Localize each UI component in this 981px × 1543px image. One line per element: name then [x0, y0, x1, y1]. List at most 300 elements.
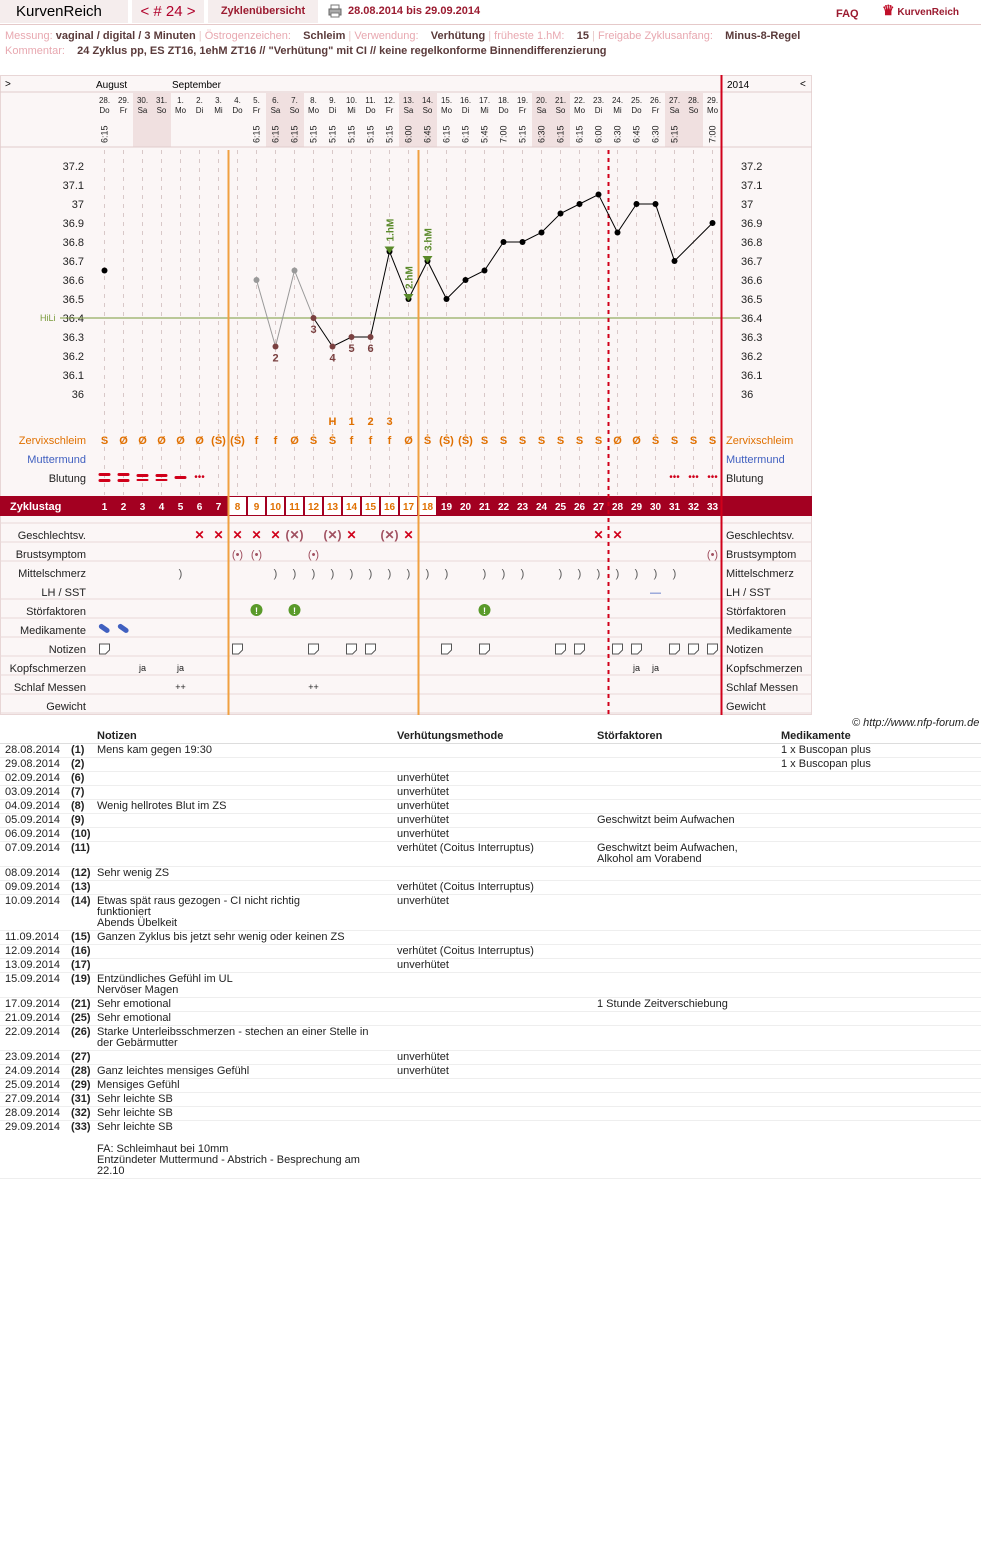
note-icon [100, 644, 110, 654]
table-cycle-day: (26) [69, 1026, 95, 1051]
temp-point [349, 334, 355, 340]
table-stoerfaktor [595, 867, 779, 881]
mittelschmerz-icon: ) [482, 568, 487, 580]
table-stoerfaktor [595, 1107, 779, 1121]
mittelschmerz-icon: ) [634, 568, 639, 580]
table-cycle-day: (2) [69, 758, 95, 772]
hm-marker [385, 247, 395, 254]
y-tick-left: 36.3 [62, 332, 84, 344]
mittelschmerz-icon: ) [330, 568, 335, 580]
table-date: 13.09.2014 [0, 959, 69, 973]
kommentar-label: Kommentar: [5, 45, 65, 57]
crown-icon: ♛ [882, 2, 895, 18]
col-medikamente: Medikamente [779, 729, 981, 744]
table-cycle-day: (14) [69, 895, 95, 931]
zervix-value: S [537, 435, 546, 447]
temp-point [254, 277, 260, 283]
cycle-day-number: 2 [120, 502, 127, 513]
note-icon [366, 644, 376, 654]
row-label-right: Blutung [726, 473, 764, 485]
day-weekday: Fr [518, 106, 527, 115]
mittelschmerz-icon: ) [501, 568, 506, 580]
y-tick-right: 37.2 [741, 161, 763, 173]
table-stoerfaktor [595, 744, 779, 758]
table-verhuetung: unverhütet [395, 1065, 595, 1079]
table-note [95, 828, 395, 842]
table-stoerfaktor [595, 1121, 779, 1179]
cycle-day-number: 31 [668, 502, 681, 513]
zervix-value: f [368, 435, 373, 447]
table-date: 28.09.2014 [0, 1107, 69, 1121]
table-row [0, 895, 981, 931]
low-label: 3 [310, 324, 317, 336]
day-date: 3. [215, 96, 222, 105]
day-date: 9. [329, 96, 336, 105]
table-cycle-day: (27) [69, 1051, 95, 1065]
measure-time: 5:15 [327, 125, 338, 143]
temp-point [463, 277, 469, 283]
faq-link[interactable]: FAQ [836, 8, 859, 20]
zervix-value: f [387, 435, 392, 447]
note-icon [689, 644, 699, 654]
table-note: Sehr leichte SB [95, 1093, 395, 1107]
table-medikament [779, 959, 981, 973]
brand-name: KurvenReich [897, 7, 960, 18]
temp-point [653, 201, 659, 207]
row-label-right: Medikamente [726, 625, 793, 637]
table-note [95, 814, 395, 828]
info-line-2 [5, 44, 607, 58]
measure-time: 7:00 [498, 125, 509, 143]
intercourse-mark: ✕ [612, 528, 623, 542]
row-label-right: LH / SST [726, 587, 771, 599]
zervix-value: S [480, 435, 489, 447]
zervix-value: (Ṡ) [230, 435, 245, 447]
day-weekday: So [422, 106, 433, 115]
note-icon [556, 644, 566, 654]
bleeding-mark [118, 473, 130, 476]
table-verhuetung: unverhütet [395, 786, 595, 800]
disturbance-icon-mark: ! [255, 606, 258, 616]
table-note: Sehr wenig ZS [95, 867, 395, 881]
row-label-left: Mittelschmerz [18, 568, 86, 580]
low-label: 5 [348, 343, 355, 355]
table-note [95, 1051, 395, 1065]
day-weekday: Fr [119, 106, 128, 115]
table-medikament [779, 973, 981, 998]
table-stoerfaktor [595, 1079, 779, 1093]
cycle-day-number: 5 [177, 502, 184, 513]
sleep-mark: ++ [175, 682, 186, 692]
table-stoerfaktor [595, 1051, 779, 1065]
intercourse-mark: ✕ [270, 528, 281, 542]
table-verhuetung [395, 1079, 595, 1093]
temp-point [330, 344, 336, 350]
measure-time: 7:00 [707, 125, 718, 143]
cycle-day-number: 21 [478, 502, 491, 513]
table-verhuetung [395, 973, 595, 998]
table-verhuetung [395, 1026, 595, 1051]
row-label-right: Kopfschmerzen [726, 663, 803, 675]
table-cycle-day: (6) [69, 772, 95, 786]
measure-time: 5:15 [365, 125, 376, 143]
month-label: August [96, 80, 128, 91]
table-stoerfaktor: Geschwitzt beim Aufwachen, Alkohol am Vorabend [595, 842, 779, 867]
breast-symptom-icon: (•) [231, 549, 244, 561]
day-date: 18. [497, 96, 510, 105]
y-tick-left: 37.1 [62, 180, 84, 192]
table-row [0, 758, 981, 772]
table-date: 11.09.2014 [0, 931, 69, 945]
table-cycle-day: (25) [69, 1012, 95, 1026]
cycle-day-number: 16 [383, 502, 396, 513]
cycle-day-number: 11 [289, 502, 300, 513]
day-weekday: Fr [651, 106, 660, 115]
y-tick-right: 36.3 [741, 332, 763, 344]
table-note: Sehr emotional [95, 998, 395, 1012]
day-weekday: Do [232, 106, 243, 115]
intercourse-mark: ✕ [194, 528, 205, 542]
table-note: Wenig hellrotes Blut im ZS [95, 800, 395, 814]
day-weekday: Di [594, 106, 603, 115]
table-medikament [779, 786, 981, 800]
table-cycle-day: (28) [69, 1065, 95, 1079]
table-note: Entzündliches Gefühl im UL Nervöser Magen [95, 973, 395, 998]
mucus-peak-label: 1 [348, 416, 355, 428]
day-weekday: Sa [669, 106, 680, 115]
cycle-day-number: 9 [253, 502, 260, 513]
day-weekday: Mi [613, 106, 622, 115]
row-label-right: Geschlechtsv. [726, 530, 795, 542]
table-date: 27.09.2014 [0, 1093, 69, 1107]
mittelschmerz-icon: ) [577, 568, 582, 580]
table-date: 25.09.2014 [0, 1079, 69, 1093]
copyright-footer: © http://www.nfp-forum.de [852, 717, 980, 729]
day-weekday: Mo [307, 106, 320, 115]
zervix-value: S [100, 435, 109, 447]
row-label-left: Notizen [48, 644, 86, 656]
table-note: Mens kam gegen 19:30 [95, 744, 395, 758]
temp-point [634, 201, 640, 207]
day-weekday: Di [195, 106, 204, 115]
row-label-right: Störfaktoren [726, 606, 786, 618]
bleeding-mark [99, 479, 111, 482]
cycle-nav[interactable]: < # 24 > [132, 0, 204, 23]
day-weekday: Di [328, 106, 337, 115]
row-label-right: Schlaf Messen [726, 682, 799, 694]
zervix-value: f [254, 435, 259, 447]
date-range: 28.08.2014 bis 29.09.2014 [348, 5, 481, 17]
brand-logo[interactable] [882, 2, 959, 19]
table-verhuetung [395, 1093, 595, 1107]
note-icon [575, 644, 585, 654]
zervix-value: Ṡ [423, 435, 432, 447]
temp-point [368, 334, 374, 340]
table-stoerfaktor [595, 800, 779, 814]
measure-time: 6:30 [612, 125, 623, 143]
table-row [0, 1093, 981, 1107]
table-stoerfaktor [595, 1065, 779, 1079]
y-tick-left: 36.4 [62, 313, 84, 325]
mittelschmerz-icon: ) [387, 568, 392, 580]
table-row [0, 744, 981, 758]
row-label-right: Notizen [726, 644, 764, 656]
measure-time: 6:15 [441, 125, 452, 143]
cycle-day-number: 18 [421, 502, 434, 513]
col-verhuetung: Verhütungsmethode [395, 729, 595, 744]
temp-line [314, 195, 713, 347]
measure-time: 6:30 [536, 125, 547, 143]
day-date: 20. [535, 96, 548, 105]
intercourse-mark: (✕) [323, 528, 342, 542]
row-label-left: Muttermund [27, 454, 86, 466]
day-date: 19. [516, 96, 529, 105]
table-date: 06.09.2014 [0, 828, 69, 842]
table-row [0, 973, 981, 998]
table-row [0, 867, 981, 881]
zervix-value: Ṡ [651, 435, 660, 447]
table-note: Sehr leichte SB [95, 1107, 395, 1121]
table-cycle-day: (13) [69, 881, 95, 895]
measure-time: 6:15 [289, 125, 300, 143]
headache-mark: ja [138, 663, 147, 673]
day-weekday: Mi [347, 106, 356, 115]
intercourse-mark: ✕ [232, 528, 243, 542]
table-note [95, 786, 395, 800]
cycle-day-number: 1 [101, 502, 108, 513]
table-cycle-day: (11) [69, 842, 95, 867]
measure-time: 6:15 [251, 125, 262, 143]
table-medikament [779, 945, 981, 959]
hm-label: 3.hM [423, 228, 435, 251]
day-weekday: Mo [174, 106, 187, 115]
measure-time: 6:15 [555, 125, 566, 143]
headache-mark: ja [632, 663, 641, 673]
temp-point [482, 268, 488, 274]
app-logo[interactable]: KurvenReich [0, 0, 128, 23]
headache-mark: ja [651, 663, 660, 673]
row-label-left: Geschlechtsv. [17, 530, 86, 542]
day-date: 16. [459, 96, 472, 105]
note-icon [670, 644, 680, 654]
notes-header-row [0, 729, 981, 744]
cycle-day-number: 8 [234, 502, 241, 513]
table-date: 29.08.2014 [0, 758, 69, 772]
table-medikament [779, 828, 981, 842]
table-cycle-day: (12) [69, 867, 95, 881]
table-date: 07.09.2014 [0, 842, 69, 867]
day-date: 15. [440, 96, 453, 105]
day-weekday: Mi [214, 106, 223, 115]
row-label-left: LH / SST [41, 587, 86, 599]
temp-point [539, 230, 545, 236]
zervix-value: Ø [404, 435, 413, 447]
bleeding-mark [99, 473, 111, 476]
breast-symptom-icon: (•) [250, 549, 263, 561]
info-line-1: Messung: vaginal / digital / 3 Minuten | Östrogenzeichen: Schleim | Verwendung: Verhütung | früheste 1.hM: 15 | Freigabe Zyklusanfang: Minus-8-Regel [5, 30, 801, 42]
day-date: 29. [117, 96, 130, 105]
row-label-right: Muttermund [726, 454, 785, 466]
col-stoerfaktoren: Störfaktoren [595, 729, 779, 744]
table-note: Sehr leichte SB FA: Schleimhaut bei 10mm Entzündeter Muttermund - Abstrich - Besprechung am 22.10 [95, 1121, 395, 1179]
cycle-day-number: 28 [611, 502, 624, 513]
day-weekday: Fr [252, 106, 261, 115]
bleeding-mark [156, 479, 168, 481]
mittelschmerz-icon: ) [596, 568, 601, 580]
table-row [0, 842, 981, 867]
table-stoerfaktor [595, 931, 779, 945]
day-date: 31. [155, 96, 168, 105]
temp-point [558, 211, 564, 217]
day-weekday: Mo [706, 106, 719, 115]
table-date: 05.09.2014 [0, 814, 69, 828]
table-row [0, 881, 981, 895]
y-tick-left: 36.6 [62, 275, 84, 287]
bleeding-mark [118, 479, 130, 482]
table-note [95, 772, 395, 786]
cycle-day-number: 20 [459, 502, 472, 513]
verwendung-label: Verwendung: [354, 30, 419, 42]
zervix-value: Ø [632, 435, 641, 447]
table-stoerfaktor [595, 895, 779, 931]
measure-time: 5:45 [479, 125, 490, 143]
table-verhuetung: unverhütet [395, 800, 595, 814]
tab-cycle-overview[interactable]: Zyklenübersicht [208, 0, 318, 23]
intercourse-mark: ✕ [403, 528, 414, 542]
cycle-day-number: 12 [307, 502, 320, 513]
day-weekday: Fr [385, 106, 394, 115]
zervix-value: S [499, 435, 508, 447]
note-icon [613, 644, 623, 654]
y-tick-left: 36 [71, 389, 84, 401]
row-label-right: Gewicht [726, 701, 766, 713]
day-date: 21. [554, 96, 567, 105]
mittelschmerz-icon: ) [349, 568, 354, 580]
headache-mark: ja [176, 663, 185, 673]
row-label-left: Zervixschleim [18, 435, 86, 447]
bleeding-mark [137, 479, 149, 481]
table-note: Starke Unterleibsschmerzen - stechen an einer Stelle in der Gebärmutter [95, 1026, 395, 1051]
fhm-value: 15 [576, 30, 589, 42]
table-cycle-day: (10) [69, 828, 95, 842]
table-medikament: 1 x Buscopan plus [779, 758, 981, 772]
table-stoerfaktor [595, 1093, 779, 1107]
zervix-value: Ø [613, 435, 622, 447]
measure-time: 6:00 [593, 125, 604, 143]
print-icon[interactable] [328, 4, 342, 18]
cycle-day-number: 15 [364, 502, 377, 513]
day-date: 27. [668, 96, 681, 105]
measure-time: 6:15 [574, 125, 585, 143]
cycle-day-number: 26 [573, 502, 586, 513]
table-cycle-day: (17) [69, 959, 95, 973]
day-weekday: So [289, 106, 300, 115]
day-date: 28. [687, 96, 700, 105]
table-stoerfaktor [595, 758, 779, 772]
table-date: 04.09.2014 [0, 800, 69, 814]
table-date: 08.09.2014 [0, 867, 69, 881]
temp-point [311, 315, 317, 321]
day-weekday: Do [631, 106, 642, 115]
intercourse-mark: ✕ [346, 528, 357, 542]
table-row [0, 1065, 981, 1079]
spotting-mark: ••• [194, 472, 205, 483]
expand-right-arrow: < [800, 79, 806, 90]
breast-symptom-icon: (•) [706, 549, 719, 561]
table-date: 03.09.2014 [0, 786, 69, 800]
zervix-value: S [556, 435, 565, 447]
temp-point [273, 344, 279, 350]
hm-marker [404, 294, 414, 301]
table-verhuetung: unverhütet [395, 828, 595, 842]
y-tick-right: 37.1 [741, 180, 763, 192]
y-tick-right: 36.7 [741, 256, 763, 268]
table-verhuetung: unverhütet [395, 959, 595, 973]
cycle-day-number: 22 [497, 502, 510, 513]
day-date: 13. [402, 96, 415, 105]
table-stoerfaktor [595, 828, 779, 842]
temp-point [596, 192, 602, 198]
table-stoerfaktor [595, 973, 779, 998]
table-medikament [779, 1093, 981, 1107]
day-weekday: So [688, 106, 699, 115]
top-bar [0, 0, 981, 25]
day-weekday: Sa [270, 106, 281, 115]
day-weekday: Sa [137, 106, 148, 115]
mittelschmerz-icon: ) [672, 568, 677, 580]
day-date: 8. [310, 96, 317, 105]
table-date: 10.09.2014 [0, 895, 69, 931]
table-row [0, 772, 981, 786]
table-date: 29.09.2014 [0, 1121, 69, 1179]
temp-point [444, 296, 450, 302]
temp-point [501, 239, 507, 245]
mittelschmerz-icon: ) [406, 568, 411, 580]
table-stoerfaktor: 1 Stunde Zeitverschiebung [595, 998, 779, 1012]
measure-time: 5:15 [669, 125, 680, 143]
mucus-peak-label: 2 [367, 416, 374, 428]
day-date: 11. [365, 96, 376, 105]
zervix-value: S [594, 435, 603, 447]
month-label: September [172, 80, 221, 91]
cycle-day-number: 14 [345, 502, 358, 513]
table-medikament [779, 1121, 981, 1179]
low-label: 6 [367, 343, 374, 355]
table-medikament [779, 998, 981, 1012]
y-tick-left: 37 [71, 199, 84, 211]
table-verhuetung [395, 867, 595, 881]
table-stoerfaktor [595, 1026, 779, 1051]
temp-point [292, 268, 298, 274]
table-cycle-day: (16) [69, 945, 95, 959]
temp-point [672, 258, 678, 264]
cycle-day-number: 29 [630, 502, 643, 513]
mittelschmerz-icon: ) [368, 568, 373, 580]
table-row [0, 998, 981, 1012]
mittelschmerz-icon: ) [178, 568, 183, 580]
measure-time: 5:15 [346, 125, 357, 143]
zervix-value: S [518, 435, 527, 447]
bleeding-mark [137, 474, 149, 477]
y-tick-left: 36.8 [62, 237, 84, 249]
spotting-mark: ••• [707, 472, 718, 483]
row-label-left: Gewicht [46, 701, 86, 713]
measure-time: 6:15 [460, 125, 471, 143]
mittelschmerz-icon: ) [520, 568, 525, 580]
mucus-peak-label: H [328, 416, 337, 428]
day-date: 14. [421, 96, 434, 105]
table-medikament [779, 1065, 981, 1079]
